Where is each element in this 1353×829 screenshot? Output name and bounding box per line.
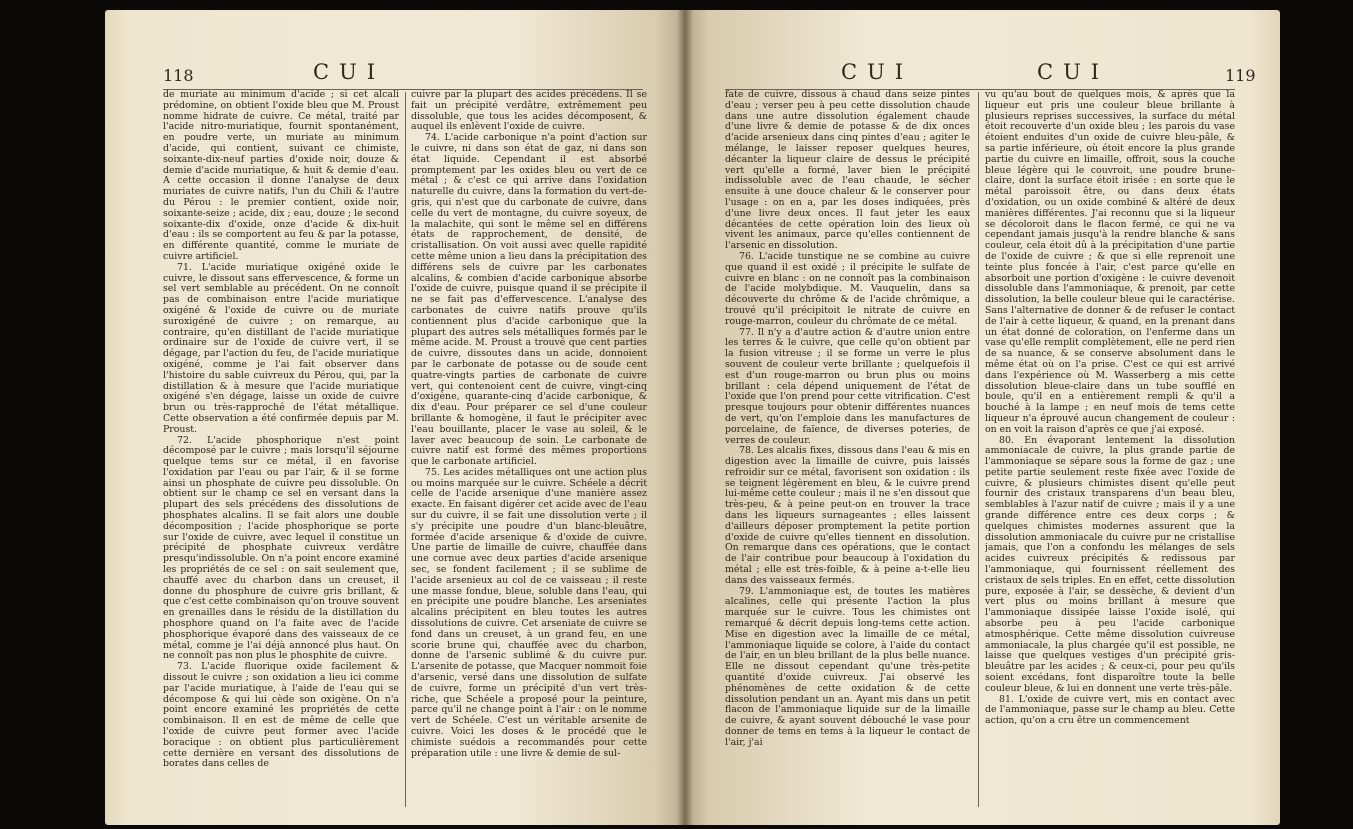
paragraph: 78. Les alcalis fixes, dissous dans l'eau & mis en digestion avec la limaille de cuivre, puis laissés refroidir sur ce métal, favorisent son oxidation : ils se teignent légèrement en bleu, & le cuivre prend lui-même cette couleur ; mais il ne s'en dissout que très-peu, & à peine peut-on en trouver la trace dans les liqueurs surnageantes ; elles laissent d'ailleurs déposer promptement la petite portion d'oxide de cuivre qu'elles tiennent en dissolution. On remarque dans ces opérations, que le contact de l'air contribue pour beaucoup à l'oxidation du métal ; elle est très-foible, & à peine a-t-elle lieu dans des vaisseaux fermés.: [725, 445, 970, 586]
left-page: [105, 10, 685, 825]
paragraph: 76. L'acide tunstique ne se combine au cuivre que quand il est oxidé ; il précipite le sulfate de cuivre en blanc : on ne connoît pas la combinaison de l'acide molybdique. M. Vauquelin, dans sa découverte du chrôme & de l'acide chrômique, a trouvé qu'il précipitoit le nitrate de cuivre en rouge-marron, couleur du chrômate de ce métal.: [725, 250, 970, 327]
paragraph: fate de cuivre, dissous à chaud dans seize pintes d'eau ; verser peu à peu cette dissolution chaude dans une autre dissolution également chaude d'une livre & demie de potasse & de dix onces d'acide arsenieux dans cinq pintes d'eau ; agiter le mélange, le laisser reposer quelques heures, décanter la liqueur claire de dessus le précipité vert qu'elle a formé, laver bien le précipité indissoluble avec de l'eau chaude, le sécher ensuite à une douce chaleur & le conserver pour l'usage : on en a, par les doses indiquées, près d'une livre deux onces. Il faut jeter les eaux décantées de cette opération loin des lieux où vivent les animaux, parce qu'elles contiennent de l'arsenic en dissolution.: [725, 90, 970, 252]
open-book: [105, 10, 1280, 825]
column-divider-right: [978, 92, 979, 807]
left-page-column-1: [163, 90, 399, 815]
paragraph: 74. L'acide carbonique n'a point d'action sur le cuivre, ni dans son état de gaz, ni dans son état liquide. Cependant il est absorbé promptement par les oxides bleu ou vert de ce métal ; & c'est ce qui arrive dans l'oxidation naturelle du cuivre, dans la formation du vert-de-gris, qui n'est que du carbonate de cuivre, dans celle du vert de montagne, du cuivre soyeux, de la malachite, qui sont le même sel en différens états de rapprochement, de densité, de cristallisation. On voit aussi avec quelle rapidité cette même union a lieu dans la précipitation des différens sels de cuivre par les carbonates alcalins, & combien d'acide carbonique absorbe l'oxide de cuivre, puisque quand il se précipite il ne se fait pas d'effervescence. L'analyse des carbonates de cuivre natifs prouve qu'ils contiennent plus d'acide carbonique que la plupart des autres sels métalliques formés par le même acide. M. Proust a trouvé que cent parties de cuivre, dissoutes dans un acide, donnoient par le carbonate de potasse ou de soude cent quatre-vingts parties de carbonate de cuivre vert, qui contenoient cent de cuivre, vingt-cinq d'oxigène, quarante-cinq d'acide carbonique, & dix d'eau. Pour préparer ce sel d'une couleur brillante & homogène, il faut le précipiter avec l'eau bouillante, placer le vase au soleil, & le laver avec beaucoup de soin. Le carbonate de cuivre natif est formé des mêmes proportions que le carbonate artificiel.: [411, 132, 647, 468]
paragraph: de muriate au minimum d'acide ; si cet alcali prédomine, on obtient l'oxide bleu que M. Proust nomme hidrate de cuivre. Ce métal, traité par l'acide nitro-muriatique, fournit spontanément, en poudre verte, un muriate au minimum d'acide, qui contient, suivant ce chimiste, soixante-dix-neuf parties d'oxide noir, douze & demie d'acide muriatique, & huit & demie d'eau. A cette occasion il donne l'analyse de deux muriates de cuivre natifs, l'un du Chili & l'autre du Pérou : le premier contient, oxide noir, soixante-seize ; acide, dix ; eau, douze ; le second soixante-dix d'oxide, onze d'acide & dix-huit d'eau : ils se comportent au feu & par la potasse, en différente quantité, comme le muriate de cuivre artificiel.: [163, 90, 399, 262]
paragraph: 71. L'acide muriatique oxigéné oxide le cuivre, le dissout sans effervescence, & forme un sel vert semblable au précédent. On ne connoît pas de combinaison entre l'acide muriatique oxigéné & l'oxide de cuivre ou de muriate suroxigéné de cuivre ; on remarque, au contraire, qu'en distillant de l'acide muriatique ordinaire sur de l'oxide de cuivre vert, il se dégage, par l'action du feu, de l'acide muriatique oxigéné, comme je l'ai fait observer dans l'histoire du sable cuivreux du Pérou, qui, par la distillation & à mesure que l'acide muriatique oxigéné s'en dégage, laisse un oxide de cuivre brun ou très-rapproché de l'état métallique. Cette observation a été confirmée depuis par M. Proust.: [163, 261, 399, 435]
left-page-column-2: [411, 90, 647, 815]
paragraph: 80. En évaporant lentement la dissolution ammoniacale de cuivre, la plus grande partie de l'ammoniaque se sépare sous la forme de gaz ; une petite partie seulement reste fixée avec l'oxide de cuivre, & plusieurs chimistes disent qu'elle peut fournir des cristaux transparens d'un beau bleu, semblables à l'azur natif de cuivre ; mais il y a une grande différence entre ces deux corps ; & quelques chimistes modernes assurent que la dissolution ammoniacale du cuivre pur ne cristallise jamais, que l'on a confondu les mélanges de sels acides cuivreux précipités & redissous par l'ammoniaque, qui fournissent réellement des cristaux de sels triples. En en effet, cette dissolution pure, exposée à l'air, se dessèche, & devient d'un vert plus ou moins brillant à mesure que l'ammoniaque dissipée laisse l'oxide isolé, qui absorbe peu à peu l'acide carbonique atmosphérique. Cette même dissolution cuivreuse ammoniacale, la plus chargée qu'il est possible, ne laisse que quelques vestiges d'un précipité gris-bleuâtre par les acides ; & ceux-ci, pour peu qu'ils soient excédans, font disparoître toute la belle couleur bleue, & lui en donnent une verte très-pâle.: [985, 434, 1235, 694]
page-number-left: 118: [163, 66, 194, 85]
paragraph: 81. L'oxide de cuivre vert, mis en contact avec de l'ammoniaque, passe sur le champ au bleu. Cette action, qu'on a cru être un commencement: [985, 693, 1235, 727]
column-divider-left: [405, 92, 406, 807]
right-page-column-2: [985, 90, 1235, 815]
book-gutter: [677, 10, 693, 825]
paragraph: vu qu'au bout de quelques mois, & après que la liqueur eut pris une couleur bleue brillante à plusieurs reprises successives, la surface du métal étoit recouverte d'un oxide bleu ; les parois du vase étoient enduites d'un oxide de cuivre bleu-pâle, & sa partie inférieure, où étoit encore la plus grande partie du cuivre en limaille, offroit, sous la couche bleue légère qui le couvroit, une poudre brune-claire, dont la surface étoit irisée : en sorte que le métal paroissoit être, ou dans deux états d'oxidation, ou un oxide combiné & altéré de deux manières différentes. J'ai reconnu que si la liqueur se décoloroit dans le flacon fermé, ce qui ne va cependant jamais jusqu'à la rendre blanche & sans couleur, cela étoit dû à la précipitation d'une partie de l'oxide de cuivre ; & que si elle reprenoit une teinte plus foncée à l'air, c'est parce qu'elle en absorboit une portion d'oxigène : le cuivre devenoit dissoluble dans l'ammoniaque, & prenoit, par cette dissolution, la belle couleur bleue qui le caractérise. Sans l'alternative de donner & de refuser le contact de l'air à cette liqueur, & quand, en la prenant dans un état donné de coloration, on l'enferme dans un vase qu'elle remplit complètement, elle ne perd rien de sa nuance, & se conserve absolument dans le même état où on l'a prise. C'est ce qui est arrivé dans l'expérience où M. Wasserberg a mis cette dissolution bleue-claire dans un tube soufflé en boule, qu'il en a entièrement rempli & qu'il a bouché à la lampe ; en neuf mois de tems cette liqueur n'a éprouvé aucun changement de couleur : on en voit la raison d'après ce que j'ai exposé.: [985, 90, 1235, 435]
paragraph: cuivre par la plupart des acides précédens. Il se fait un précipité verdâtre, extrêmement peu dissoluble, que tous les acides décomposent, & auquel ils enlèvent l'oxide de cuivre.: [411, 90, 647, 133]
running-head-right-1: CUI: [841, 60, 914, 84]
running-head-right-2: CUI: [1037, 60, 1110, 84]
paragraph: 79. L'ammoniaque est, de toutes les matières alcalines, celle qui présente l'action la plus marquée sur le cuivre. Tous les chimistes ont remarqué & décrit depuis long-tems cette action. Mise en digestion avec la limaille de ce métal, l'ammoniaque liquide se colore, à l'aide du contact de l'air, en un bleu brillant de la plus belle nuance. Elle ne dissout cependant qu'une très-petite quantité d'oxide cuivreux. J'ai observé les phénomènes de cette oxidation & de cette dissolution pendant un an. Ayant mis dans un petit flacon de l'ammoniaque liquide sur de la limaille de cuivre, & ayant souvent débouché le vase pour donner de tems en tems à la liqueur le contact de l'air, j'ai: [725, 585, 970, 748]
paragraph: 73. L'acide fluorique oxide facilement & dissout le cuivre ; son oxidation a lieu ici comme par l'acide muriatique, à l'aide de l'eau qui se décompose & qui lui cède son oxigène. On n'a point encore examiné les propriétés de cette combinaison. Il en est de même de celle que l'oxide de cuivre peut former avec l'acide boracique : on obtient plus particulièrement cette dernière en versant des dissolutions de borates dans celles de: [163, 661, 399, 770]
page-number-right: 119: [1225, 66, 1256, 85]
paragraph: 75. Les acides métalliques ont une action plus ou moins marquée sur le cuivre. Schéele a décrit celle de l'acide arsenique d'une manière assez exacte. En faisant digérer cet acide avec de l'eau sur du cuivre, il se fait une dissolution verte ; il s'y précipite une poudre d'un blanc-bleuâtre, formée d'acide arsenique & d'oxide de cuivre. Une partie de limaille de cuivre, chauffée dans une cornue avec deux parties d'acide arsenique sec, se fondent facilement ; il se sublime de l'acide arsenieux au col de ce vaisseau ; il reste une masse fondue, bleue, soluble dans l'eau, qui en précipite une poudre blanche. Les arseniates alcalins précipitent en bleu toutes les autres dissolutions de cuivre. Cet arseniate de cuivre se fond dans un creuset, à un grand feu, en une scorie brune qui, chauffée avec du charbon, donne de l'arsenic sublimé & du cuivre pur. L'arsenite de potasse, que Macquer nommoit foie d'arsenic, versé dans une dissolution de sulfate de cuivre, forme un précipité d'un vert très-riche, que Schéele a proposé pour la peinture, parce qu'il ne change point à l'air : on le nomme vert de Schéele. C'est un véritable arsenite de cuivre. Voici les doses & le procédé que le chimiste suédois a recommandés pour cette préparation utile : une livre & demie de sul-: [411, 466, 647, 759]
right-page: [685, 10, 1280, 825]
paragraph: 72. L'acide phosphorique n'est point décomposé par le cuivre ; mais lorsqu'il séjourne quelque tems sur ce métal, il en favorise l'oxidation par l'eau ou par l'air, & il se forme ainsi un phosphate de cuivre peu dissoluble. On obtient sur le champ ce sel en versant dans la plupart des sels précédens des dissolutions de phosphates alcalins. Il se fait alors une double décomposition ; l'acide phosphorique se porte sur l'oxide de cuivre, avec lequel il constitue un précipité de phosphate cuivreux verdâtre presqu'indissoluble. On n'a point encore examiné les propriétés de ce sel : on sait seulement que, chauffé avec du charbon dans un creuset, il donne du phosphure de cuivre gris brillant, & que c'est cette combinaison qu'on trouve souvent en grenailles dans le résidu de la distillation du phosphore quand on l'a faite avec de l'acide phosphorique évaporé dans des vaisseaux de ce métal, comme je l'ai déjà annoncé plus haut. On ne connoît pas non plus le phosphite de cuivre.: [163, 434, 399, 662]
right-page-column-1: [725, 90, 970, 815]
running-head-left: CUI: [313, 60, 386, 84]
paragraph: 77. Il n'y a d'autre action & d'autre union entre les terres & le cuivre, que celle qu'on obtient par la fusion vitreuse ; il se forme un verre le plus souvent de couleur verte brillante ; quelquefois il est d'un rouge-marron ou brun plus ou moins brillant : cela dépend uniquement de l'état de l'oxide que l'on prend pour cette vitrification. C'est presque toujours pour obtenir différentes nuances de vert, qu'on l'emploie dans les manufactures de porcelaine, de faïence, de diverses poteries, de verres de couleur.: [725, 326, 970, 446]
